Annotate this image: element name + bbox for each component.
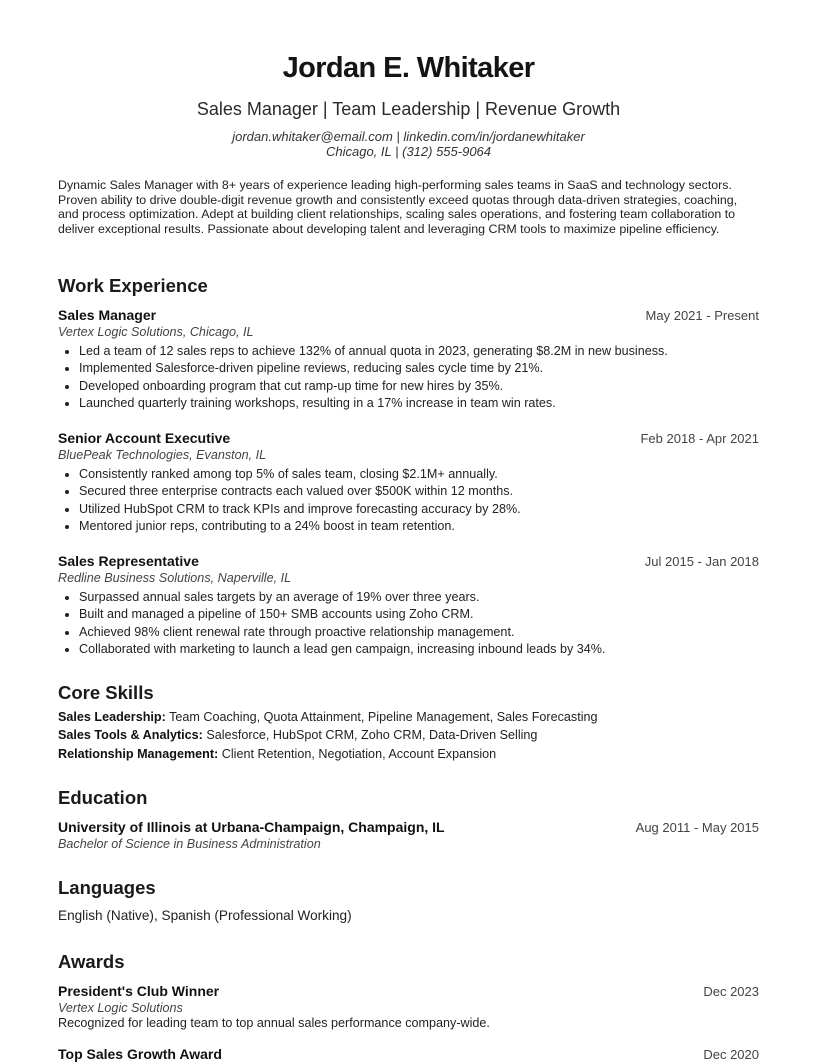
award-description: Recognized for leading team to top annual sales performance company-wide. bbox=[58, 1016, 490, 1030]
job-bullet: • Achieved 98% client renewal rate through proactive relationship management. bbox=[79, 624, 605, 641]
job-bullet-list bbox=[58, 343, 668, 412]
job-bullet: • Built and managed a pipeline of 150+ SMB accounts using Zoho CRM. bbox=[79, 606, 605, 623]
skill-category: Relationship Management: bbox=[58, 747, 219, 761]
section-heading-languages: Languages bbox=[58, 877, 156, 898]
job-bullet-list bbox=[58, 589, 605, 658]
award-organization: Vertex Logic Solutions bbox=[58, 1001, 183, 1015]
award-date: Dec 2020 bbox=[703, 1047, 759, 1062]
contact-line-location-phone: Chicago, IL | (312) 555-9064 bbox=[325, 144, 492, 159]
skill-values: Team Coaching, Quota Attainment, Pipeline Management, Sales Forecasting bbox=[165, 710, 598, 724]
section-heading-skills: Core Skills bbox=[58, 682, 154, 703]
skill-line bbox=[58, 728, 537, 742]
section-heading-experience: Work Experience bbox=[58, 275, 208, 296]
job-bullet: • Launched quarterly training workshops, resulting in a 17% increase in team win rates. bbox=[79, 395, 668, 412]
job-bullet: • Developed onboarding program that cut ramp-up time for new hires by 35%. bbox=[79, 378, 668, 395]
education-dates: Aug 2011 - May 2015 bbox=[635, 820, 759, 835]
job-bullet: • Surpassed annual sales targets by an average of 19% over three years. bbox=[79, 589, 605, 606]
job-bullet-list bbox=[58, 466, 521, 535]
job-bullet: • Utilized HubSpot CRM to track KPIs and improve forecasting accuracy by 28%. bbox=[79, 501, 521, 518]
skill-values: Salesforce, HubSpot CRM, Zoho CRM, Data-Driven Selling bbox=[202, 728, 538, 742]
job-dates: Jul 2015 - Jan 2018 bbox=[644, 554, 759, 569]
job-bullet: • Implemented Salesforce-driven pipeline reviews, reducing sales cycle time by 21%. bbox=[79, 360, 668, 377]
languages-text: English (Native), Spanish (Professional Working) bbox=[58, 908, 352, 923]
award-name: President's Club Winner bbox=[58, 983, 220, 999]
candidate-name: Jordan E. Whitaker bbox=[282, 52, 535, 84]
job-company: Redline Business Solutions, Naperville, IL bbox=[58, 571, 292, 585]
skill-line bbox=[58, 747, 496, 761]
job-title: Senior Account Executive bbox=[58, 430, 231, 446]
job-bullet: • Collaborated with marketing to launch a lead gen campaign, increasing inbound leads by 34%. bbox=[79, 641, 605, 658]
job-company: BluePeak Technologies, Evanston, IL bbox=[58, 448, 267, 462]
job-bullet: • Mentored junior reps, contributing to a 24% boost in team retention. bbox=[79, 518, 521, 535]
section-heading-awards: Awards bbox=[58, 951, 125, 972]
job-dates: May 2021 - Present bbox=[645, 308, 759, 323]
job-bullet: • Led a team of 12 sales reps to achieve 132% of annual quota in 2023, generating $8.2M in new business. bbox=[79, 343, 668, 360]
skill-category: Sales Tools & Analytics: bbox=[58, 728, 203, 742]
job-title: Sales Representative bbox=[58, 553, 199, 569]
school-name: University of Illinois at Urbana-Champaign, Champaign, IL bbox=[58, 819, 445, 835]
headline: Sales Manager | Team Leadership | Revenue Growth bbox=[196, 99, 621, 119]
award-name: Top Sales Growth Award bbox=[58, 1046, 222, 1062]
job-dates: Feb 2018 - Apr 2021 bbox=[640, 431, 759, 446]
contact-line-email-linkedin: jordan.whitaker@email.com | linkedin.com/in/jordanewhitaker bbox=[232, 129, 585, 144]
job-bullet: • Consistently ranked among top 5% of sales team, closing $2.1M+ annually. bbox=[79, 466, 521, 483]
job-company: Vertex Logic Solutions, Chicago, IL bbox=[58, 325, 254, 339]
skill-category: Sales Leadership: bbox=[58, 710, 166, 724]
skill-line bbox=[58, 710, 598, 724]
degree: Bachelor of Science in Business Administration bbox=[58, 837, 321, 851]
professional-summary: Dynamic Sales Manager with 8+ years of experience leading high-performing sales teams in SaaS and technology sectors. Proven ability to drive double-digit revenue growth and consistently exceed quotas through data-driven strategies, coaching, and process optimization. Adept at building client relationships, scaling sales operations, and fostering team collaboration to deliver exceptional results. Passionate about developing talent and leveraging CRM tools to maximize pipeline efficiency. bbox=[58, 178, 738, 236]
skill-values: Client Retention, Negotiation, Account Expansion bbox=[218, 747, 497, 761]
award-date: Dec 2023 bbox=[703, 984, 759, 999]
section-heading-education: Education bbox=[58, 787, 148, 808]
job-bullet: • Secured three enterprise contracts each valued over $500K within 12 months. bbox=[79, 483, 521, 500]
job-title: Sales Manager bbox=[58, 307, 157, 323]
